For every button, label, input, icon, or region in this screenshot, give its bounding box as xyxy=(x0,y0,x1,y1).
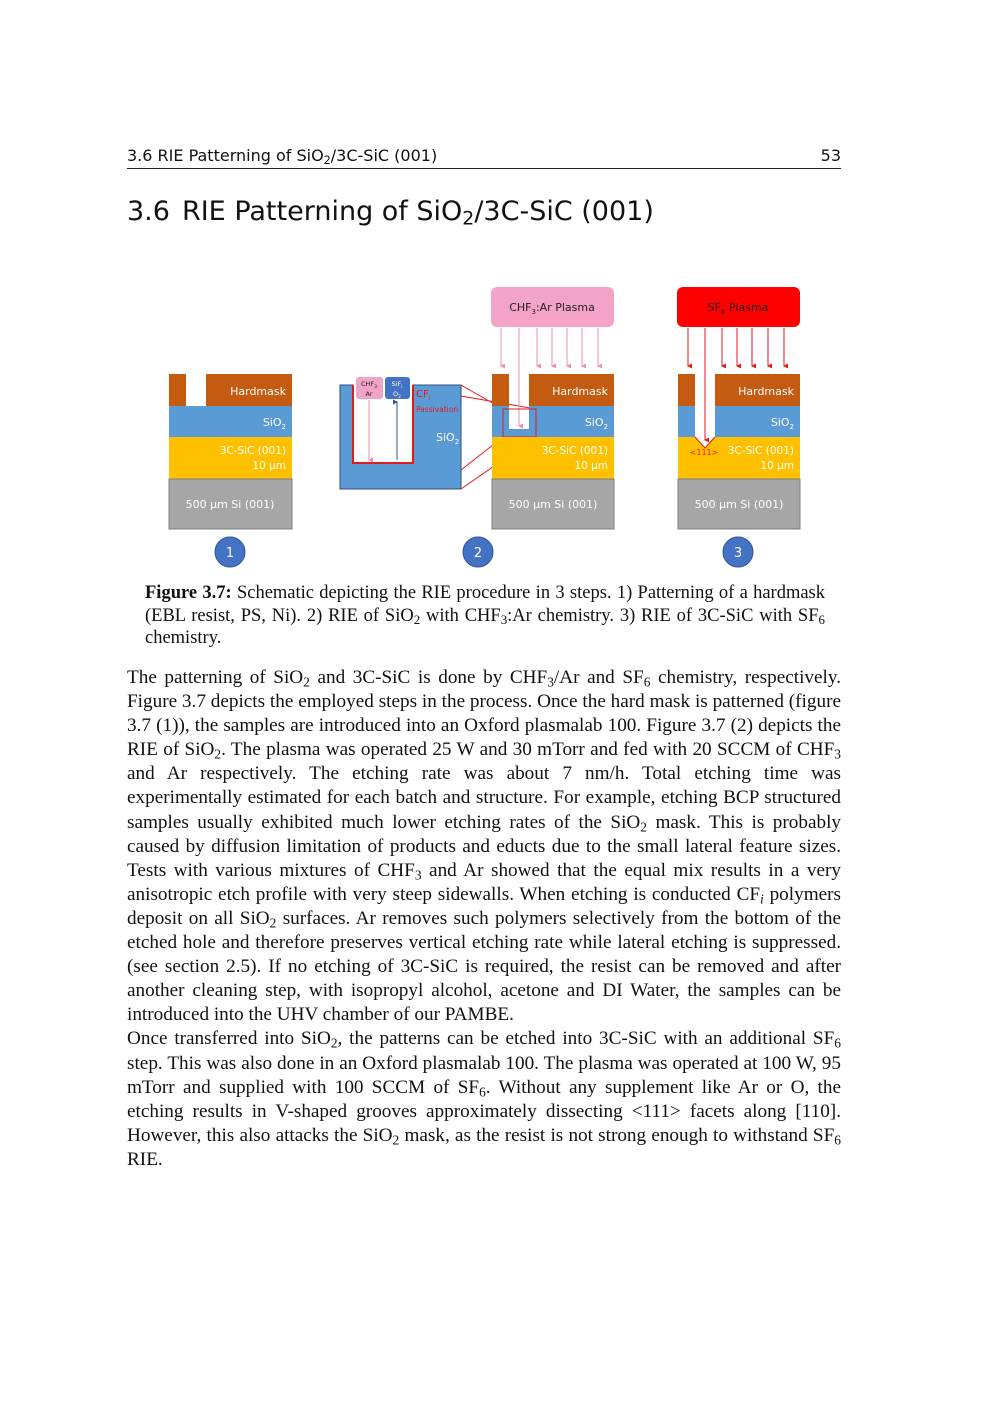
passivation-label: Passivation xyxy=(416,405,459,414)
sic-layer xyxy=(169,437,292,479)
stack-step-2 xyxy=(491,287,614,529)
hardmask-label: Hardmask xyxy=(738,385,794,398)
si-substrate-label: 500 µm Si (001) xyxy=(694,498,784,511)
hardmask-layer xyxy=(678,374,695,406)
rie-schematic-figure xyxy=(160,282,810,578)
inset-sio2-label: SiO$_2$ xyxy=(436,431,460,446)
paragraph-1: The patterning of SiO$_2$ and 3C-SiC is done by $CHF_3/Ar$ and $SF_6$ chemistry, respectively. Figure 3.7 depicts the employed steps in the process. Once the hard mask is patterned (figure 3.7 (1)), the samples are introduced into an Oxford plasmalab 100. Figure 3.7 (2) depicts the RIE of SiO$_2$. The plasma was operated 25 W and 30 mTorr and fed with 20 SCCM of $CHF_3$ and Ar respectively. The etching rate was about 7 nm/h. Total etching time was experimentally estimated for each batch and structure. For example, etching BCP structured samples usually exhibited much lower etching rates of the SiO$_2$ mask. This is probably caused by diffusion limitation of products and educts due to the small lateral feature sizes. Tests with various mixtures of $CHF_3$ and Ar showed that the equal mix results in a very anisotropic etch profile with very steep sidewalls. When etching is conducted $CF_i$ polymers deposit on all SiO$_2$ surfaces. Ar removes such polymers selectively from the bottom of the etched hole and therefore preserves vertical etching rate while lateral etching is suppressed. (see section 2.5). If no etching of 3C-SiC is required, the resist can be removed and after another cleaning step, with isopropyl alcohol, acetone and DI Water, the samples can be introduced into the UHV chamber of our PAMBE. xyxy=(127,667,842,1026)
sio2-layer xyxy=(492,406,509,437)
paragraph-2: Once transferred into SiO$_2$, the patterns can be etched into 3C-SiC with an additional $SF_6$ step. This was also done in an Oxford plasmalab 100. The plasma was operated at 100 W, 95 mTorr and supplied with 100 SCCM of $SF_6$. Without any supplement like Ar or O, the etching results in V-shaped grooves approximately dissecting <111> facets along [110]. However, this also attacks the SiO$_2$ mask, as the resist is not strong enough to withstand $SF_6$ RIE. xyxy=(127,1028,841,1170)
sio2-label: SiO$_2$ xyxy=(262,416,286,431)
sio2-label: SiO$_2$ xyxy=(584,416,608,431)
sic-label: 3C-SiC (001) xyxy=(219,445,286,457)
facet-111-label: <111> xyxy=(689,448,719,457)
sf6-plasma-label: $SF_6$ Plasma xyxy=(707,301,769,316)
sic-thickness-label: 10 µm xyxy=(574,460,608,472)
running-header-title: 3.6 RIE Patterning of SiO$_2$/3C-SiC (001) xyxy=(127,146,438,167)
step-markers xyxy=(215,537,753,567)
si-substrate-label: 500 µm Si (001) xyxy=(185,498,275,511)
figure-caption xyxy=(145,582,825,650)
sic-thickness-label: 10 µm xyxy=(252,460,286,472)
etch-inset xyxy=(340,377,461,489)
section-title: RIE Patterning of SiO$_2$/3C-SiC (001) xyxy=(181,196,654,230)
ar-box-label: Ar xyxy=(365,390,373,398)
step-number-2: 2 xyxy=(473,546,483,561)
hardmask-layer xyxy=(169,374,186,406)
step-number-3: 3 xyxy=(733,546,743,561)
stack-step-1 xyxy=(169,374,292,529)
section-number: 3.6 xyxy=(127,196,170,227)
sic-layer-with-v-groove xyxy=(678,437,800,479)
sio2-label: SiO$_2$ xyxy=(770,416,794,431)
chf3-box-label: $CHF_3$ xyxy=(360,380,378,390)
sio2-layer xyxy=(678,406,695,437)
sic-thickness-label: 10 µm xyxy=(760,460,794,472)
section-heading xyxy=(127,196,654,230)
hardmask-layer xyxy=(492,374,509,406)
hardmask-label: Hardmask xyxy=(552,385,608,398)
body-text xyxy=(127,666,841,1172)
chf3-plasma-label: $CHF_3:Ar$ Plasma xyxy=(509,301,595,316)
stack-step-3 xyxy=(677,287,800,529)
sio2-remaining xyxy=(509,429,529,437)
sif-box-label: SiF$_i$ xyxy=(391,380,403,390)
sic-layer xyxy=(492,437,614,479)
caption-text: Schematic depicting the RIE procedure in 3 steps. 1) Patterning of a hardmask (EBL resist, PS, Ni). 2) RIE of SiO$_2$ with $CHF_3:Ar$ chemistry. 3) RIE of 3C-SiC with $SF_6$ chemistry. xyxy=(145,583,826,648)
figure-label: Figure 3.7: xyxy=(145,583,232,603)
si-substrate-label: 500 µm Si (001) xyxy=(508,498,598,511)
sic-label: 3C-SiC (001) xyxy=(541,445,608,457)
cf-label: $CF_i$ xyxy=(416,389,431,402)
o2-box-label: $O_2$ xyxy=(393,390,401,400)
hardmask-label: Hardmask xyxy=(230,385,286,398)
running-header xyxy=(127,144,841,169)
step-number-1: 1 xyxy=(225,546,235,561)
page-number: 53 xyxy=(820,146,841,165)
sic-label: 3C-SiC (001) xyxy=(727,445,794,457)
